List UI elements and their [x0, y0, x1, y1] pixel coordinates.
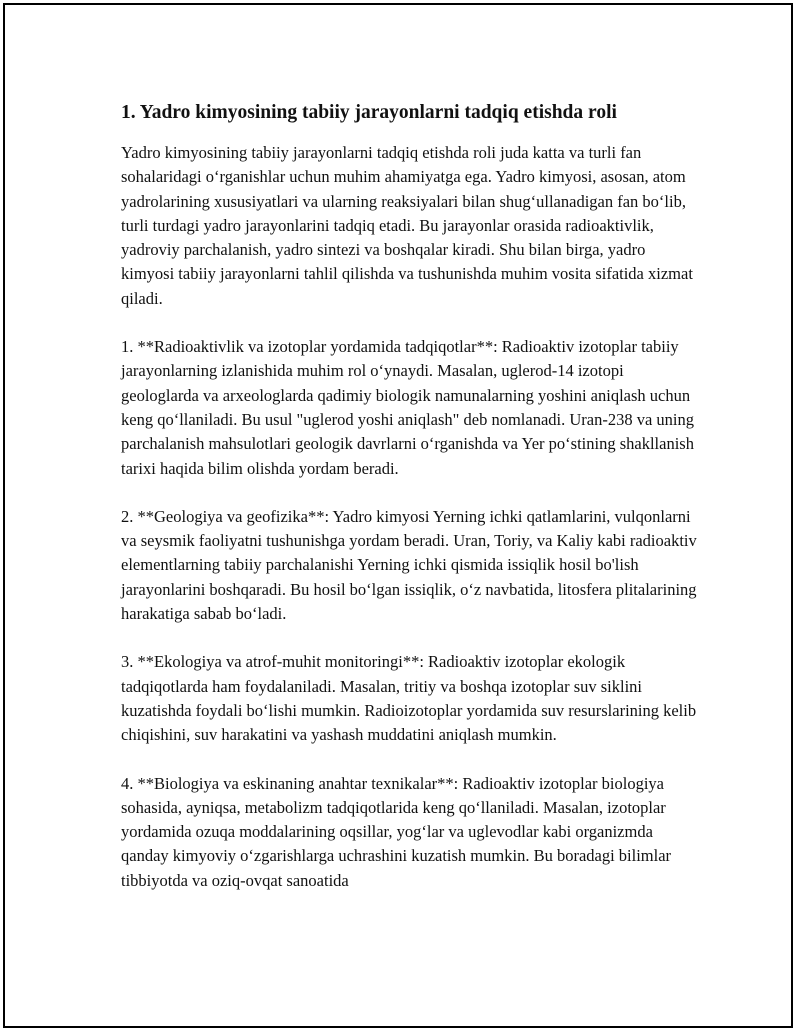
paragraph-radioactivity: 1. **Radioaktivlik va izotoplar yordamida tadqiqotlar**: Radioaktiv izotoplar tabiiy jarayonlarning izlanishida muhim rol oʻynaydi. Masalan, uglerod-14 izotopi geologlarda va arxeologlarda qadimiy biologik namunalarning yoshini aniqlash uchun keng qoʻllaniladi. Bu usul "uglerod yoshi aniqlash" deb nomlanadi. Uran-238 va uning parchalanish mahsulotlari geologik davrlarni oʻrganishda va Yer poʻstining shakllanish tarixi haqida bilim olishda yordam beradi.	[121, 337, 694, 478]
document-content	[121, 101, 701, 917]
page-frame	[3, 3, 793, 1028]
paragraph-ecology: 3. **Ekologiya va atrof-muhit monitoringi**: Radioaktiv izotoplar ekologik tadqiqotlarda ham foydalaniladi. Masalan, tritiy va boshqa izotoplar suv siklini kuzatishda foydali boʻlishi mumkin. Radioizotoplar yordamida suv resurslarining kelib chiqishini, suv harakatini va yashash muddatini aniqlash mumkin.	[121, 652, 697, 745]
document-title: 1. Yadro kimyosining tabiiy jarayonlarni tadqiq etishda roli	[121, 102, 617, 123]
paragraph-geology: 2. **Geologiya va geofizika**: Yadro kimyosi Yerning ichki qatlamlarini, vulqonlarni va seysmik faoliyatni tushunishga yordam beradi. Uran, Toriy, va Kaliy kabi radioaktiv elementlarning tabiiy parchalanishi Yerning ichki qismida issiqlik hosil bo'lish jarayonlarini boshqaradi. Bu hosil boʻlgan issiqlik, oʻz navbatida, litosfera plitalarining harakatiga sabab boʻladi.	[121, 506, 697, 624]
paragraph-biology: 4. **Biologiya va eskinaning anahtar texnikalar**: Radioaktiv izotoplar biologiya sohasida, ayniqsa, metabolizm tadqiqotlarida keng qoʻllaniladi. Masalan, izotoplar yordamida ozuqa moddalarining oqsillar, yogʻlar va uglevodlar kabi organizmda qanday kimyoviy oʻzgarishlarga uchrashini kuzatish mumkin. Bu boradagi bilimlar tibbiyotda va oziq-ovqat sanoatida	[121, 773, 672, 890]
paragraph-intro: Yadro kimyosining tabiiy jarayonlarni tadqiq etishda roli juda katta va turli fan sohalaridagi oʻrganishlar uchun muhim ahamiyatga ega. Yadro kimyosi, asosan, atom yadrolarining xususiyatlari va ularning reaksiyalari bilan shugʻullanadigan fan boʻlib, turli turdagi yadro jarayonlarini tadqiq etadi. Bu jarayonlar orasida radioaktivlik, yadroviy parchalanish, yadro sintezi va boshqalar kiradi. Shu bilan birga, yadro kimyosi tabiiy jarayonlarni tahlil qilishda va tushunishda muhim vosita sifatida xizmat qiladi.	[121, 143, 693, 308]
